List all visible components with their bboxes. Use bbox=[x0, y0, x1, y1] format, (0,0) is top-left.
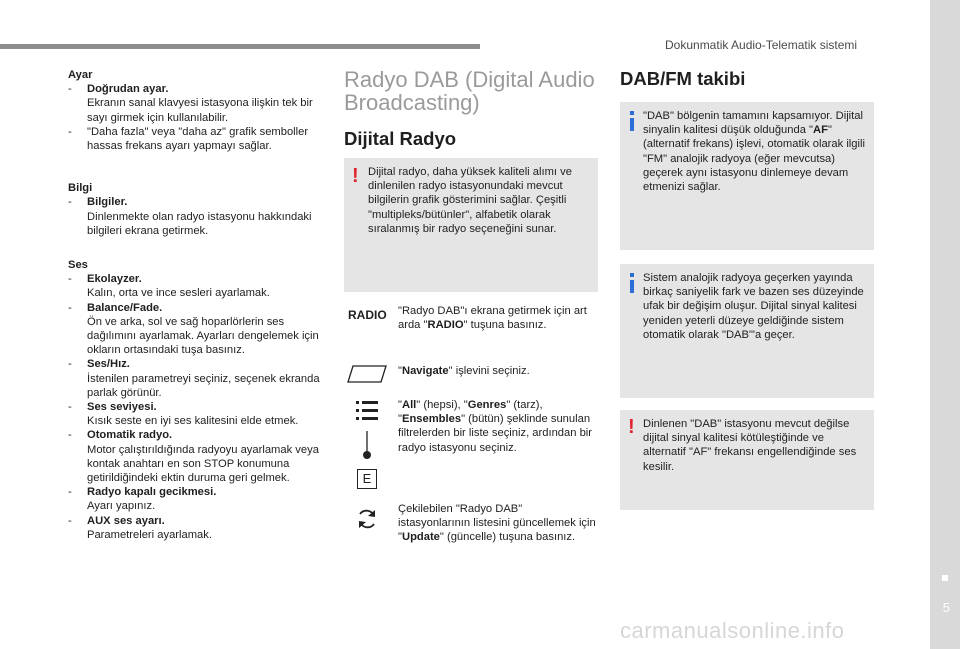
page-title: Radyo DAB (Digital Audio Broadcasting) bbox=[344, 67, 595, 115]
list-item: - Ses seviyesi. Kısık seste en iyi ses kalitesini elde etmek. bbox=[68, 401, 299, 428]
step-update: Çekilebilen "Radyo DAB" istasyonlarının listesini güncellemek için "Update" (güncelle) tuşuna basınız. bbox=[398, 503, 596, 544]
navigate-icon bbox=[346, 365, 388, 383]
step-navigate: "Navigate" işlevini seçiniz. bbox=[398, 365, 530, 377]
list-item: - Bilgiler. Dinlenmekte olan radyo istasyonu hakkındaki bilgileri ekrana getirmek. bbox=[68, 196, 312, 237]
list-item: - Balance/Fade. Ön ve arka, sol ve sağ hoparlörlerin ses dağılımını ayarlamak. Ayarları dengelemek için okların ortasındaki tuşa basınız. bbox=[68, 301, 319, 357]
watermark: carmanualsonline.info bbox=[620, 618, 845, 643]
list-item: - Radyo kapalı gecikmesi. Ayarı yapınız. bbox=[68, 486, 217, 513]
side-strip bbox=[930, 0, 960, 649]
section-title-dab-fm: DAB/FM takibi bbox=[620, 68, 746, 89]
page-number: 5 bbox=[942, 600, 950, 615]
list-item: - Ses/Hız. İstenilen parametreyi seçiniz, seçenek ekranda parlak görünür. bbox=[68, 358, 320, 399]
dab-fm-column bbox=[620, 68, 874, 90]
page-marker bbox=[942, 575, 948, 581]
section-title-ses: Ses bbox=[68, 259, 88, 272]
dab-column bbox=[344, 68, 598, 150]
warning-box bbox=[620, 410, 874, 510]
settings-column bbox=[68, 68, 330, 542]
info-text: "DAB" bölgenin tamamını kapsamıyor. Dijital sinyalin kalitesi düşük olduğunda "AF" (alternatif frekans) işlevi, otomatik olarak ilgili "FM" analojik radyoya (eğer mevcutsa) geçerek aynı istasyonu dinlemeye devam etmenizi sağlar. bbox=[643, 110, 865, 194]
needle-icon bbox=[360, 431, 374, 461]
section-title-bilgi: Bilgi bbox=[68, 182, 93, 195]
list-item: - Ekolayzer. Kalın, orta ve ince sesleri ayarlamak. bbox=[68, 273, 270, 300]
info-box bbox=[620, 102, 874, 250]
section-title-dijital-radyo: Dijital Radyo bbox=[344, 128, 457, 149]
info-icon bbox=[630, 280, 634, 293]
ensemble-e-icon: E bbox=[357, 469, 377, 489]
refresh-icon bbox=[356, 508, 378, 530]
step-filters: "All" (hepsi), "Genres" (tarz), "Ensembles" (bütün) şeklinde sunulan filtrelerden bir liste seçiniz, ardından bir radyo istasyonu seçiniz. bbox=[398, 399, 593, 454]
list-item: - Doğrudan ayar. Ekranın sanal klavyesi istasyona ilişkin tek bir sayı girmek için kullanılabilir. bbox=[68, 83, 313, 124]
list-item: - AUX ses ayarı. Parametreleri ayarlamak. bbox=[68, 514, 212, 541]
step-radio: "Radyo DAB"ı ekrana getirmek için art arda "RADIO" tuşuna basınız. bbox=[398, 305, 587, 332]
list-item: - "Daha fazla" veya "daha az" grafik semboller hassas frekans ayarı yapmayı sağlar. bbox=[68, 125, 309, 153]
info-text: Sistem analojik radyoya geçerken yayında birkaç saniyelik fark ve bazen ses düzeyinde ufak bir değişim oluşur. Dijital sinyal kalitesi yeniden yeterli düzeye geldiğinde sistem otomatik olarak "DAB"'a geçer. bbox=[643, 272, 864, 341]
list-icon bbox=[355, 399, 379, 423]
info-box bbox=[620, 264, 874, 398]
radio-button-icon: RADIO bbox=[348, 308, 387, 322]
warning-text: Dinlenen "DAB" istasyonu mevcut değilse dijital sinyal kalitesi kötüleştiğinde ve alternatif "AF" frekansı engellendiğinde ses kesilir. bbox=[643, 418, 857, 473]
header-title: Dokunmatik Audio-Telematik sistemi bbox=[665, 38, 858, 52]
info-icon bbox=[630, 118, 634, 131]
header-bar bbox=[0, 44, 480, 49]
section-title-ayar: Ayar bbox=[68, 69, 93, 81]
warning-text: Dijital radyo, daha yüksek kaliteli alımı ve dinlenilen radyo istasyonundaki mevcut bilgilerin grafik gösterimini sağlar. Çeşitli "multipleks/bütünler", alfabetik olarak sıralanmış bir radyo seçeneğini sunar. bbox=[368, 166, 572, 235]
warning-icon: ! bbox=[352, 165, 359, 187]
warning-icon: ! bbox=[628, 416, 635, 438]
list-item: - Otomatik radyo. Motor çalıştırıldığında radyoyu ayarlamak veya kontak anahtarı en son STOP konumuna getirildiğindeki ektin duruma geri gelmek. bbox=[68, 429, 319, 485]
warning-box bbox=[344, 158, 598, 292]
